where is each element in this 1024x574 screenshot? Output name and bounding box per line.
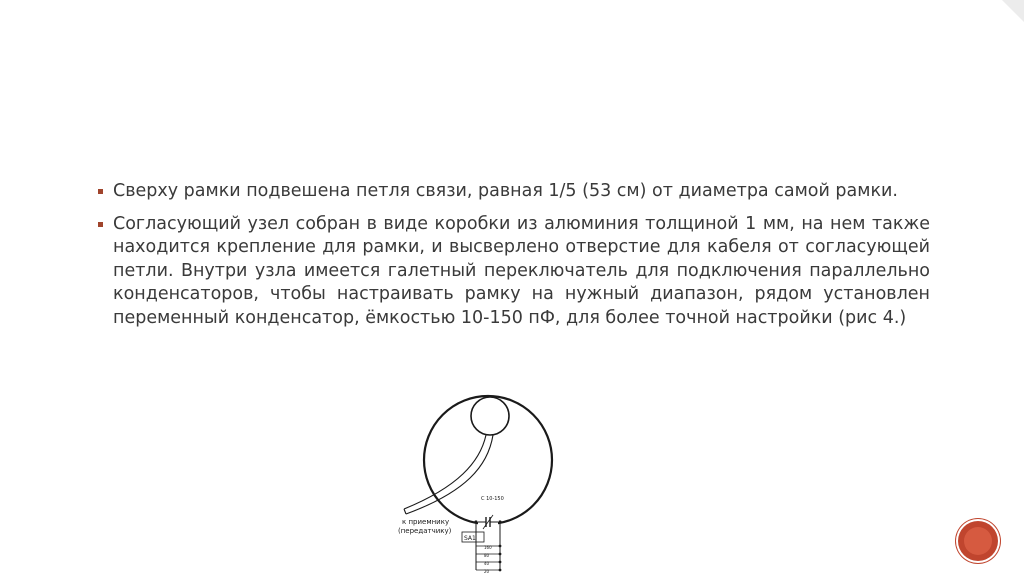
bullet-marker-icon: [98, 222, 103, 227]
circle-button-icon: [964, 527, 992, 555]
cable-label: к приемнику: [402, 518, 450, 526]
switch-position-label: 20: [484, 569, 490, 574]
next-slide-button[interactable]: [958, 521, 998, 561]
frame-loop-circle: [424, 396, 552, 524]
cable-label: (передатчику): [398, 527, 452, 535]
corner-decoration: [1002, 0, 1024, 22]
cable-line: [404, 435, 486, 509]
coupling-loop-circle: [471, 397, 509, 435]
frame-gap: [478, 518, 498, 528]
bullet-item: [96, 180, 930, 204]
loop-antenna-figure: [376, 382, 576, 574]
switch-position-label: 40: [484, 561, 490, 566]
bullet-text: Согласующий узел собран в виде коробки из алюминия толщиной 1 мм, на нем также находится крепление для рамки, и высверлено отверстие для кабеля от согласующей петли. Внутри узла имеется галетный переключатель для подключения параллельно конденсаторов, чтобы настраивать рамку на нужный диапазон, рядом установлен переменный конденсатор, ёмкостью 10-150 пФ, для более точной настройки (рис 4.): [113, 213, 930, 328]
switch-position-label: 160: [484, 545, 492, 550]
junction-dot: [474, 520, 477, 523]
capacitor-label: C 10-150: [481, 496, 504, 502]
switch-label: SA1: [464, 535, 476, 542]
cable-end: [404, 509, 406, 514]
bullet-text: Сверху рамки подвешена петля связи, равная 1/5 (53 см) от диаметра самой рамки.: [113, 181, 898, 201]
junction-dot: [498, 520, 501, 523]
bullet-marker-icon: [98, 189, 103, 194]
switch-position-label: 80: [484, 553, 490, 558]
bullet-item: [96, 213, 930, 331]
slide-content: [96, 180, 930, 340]
